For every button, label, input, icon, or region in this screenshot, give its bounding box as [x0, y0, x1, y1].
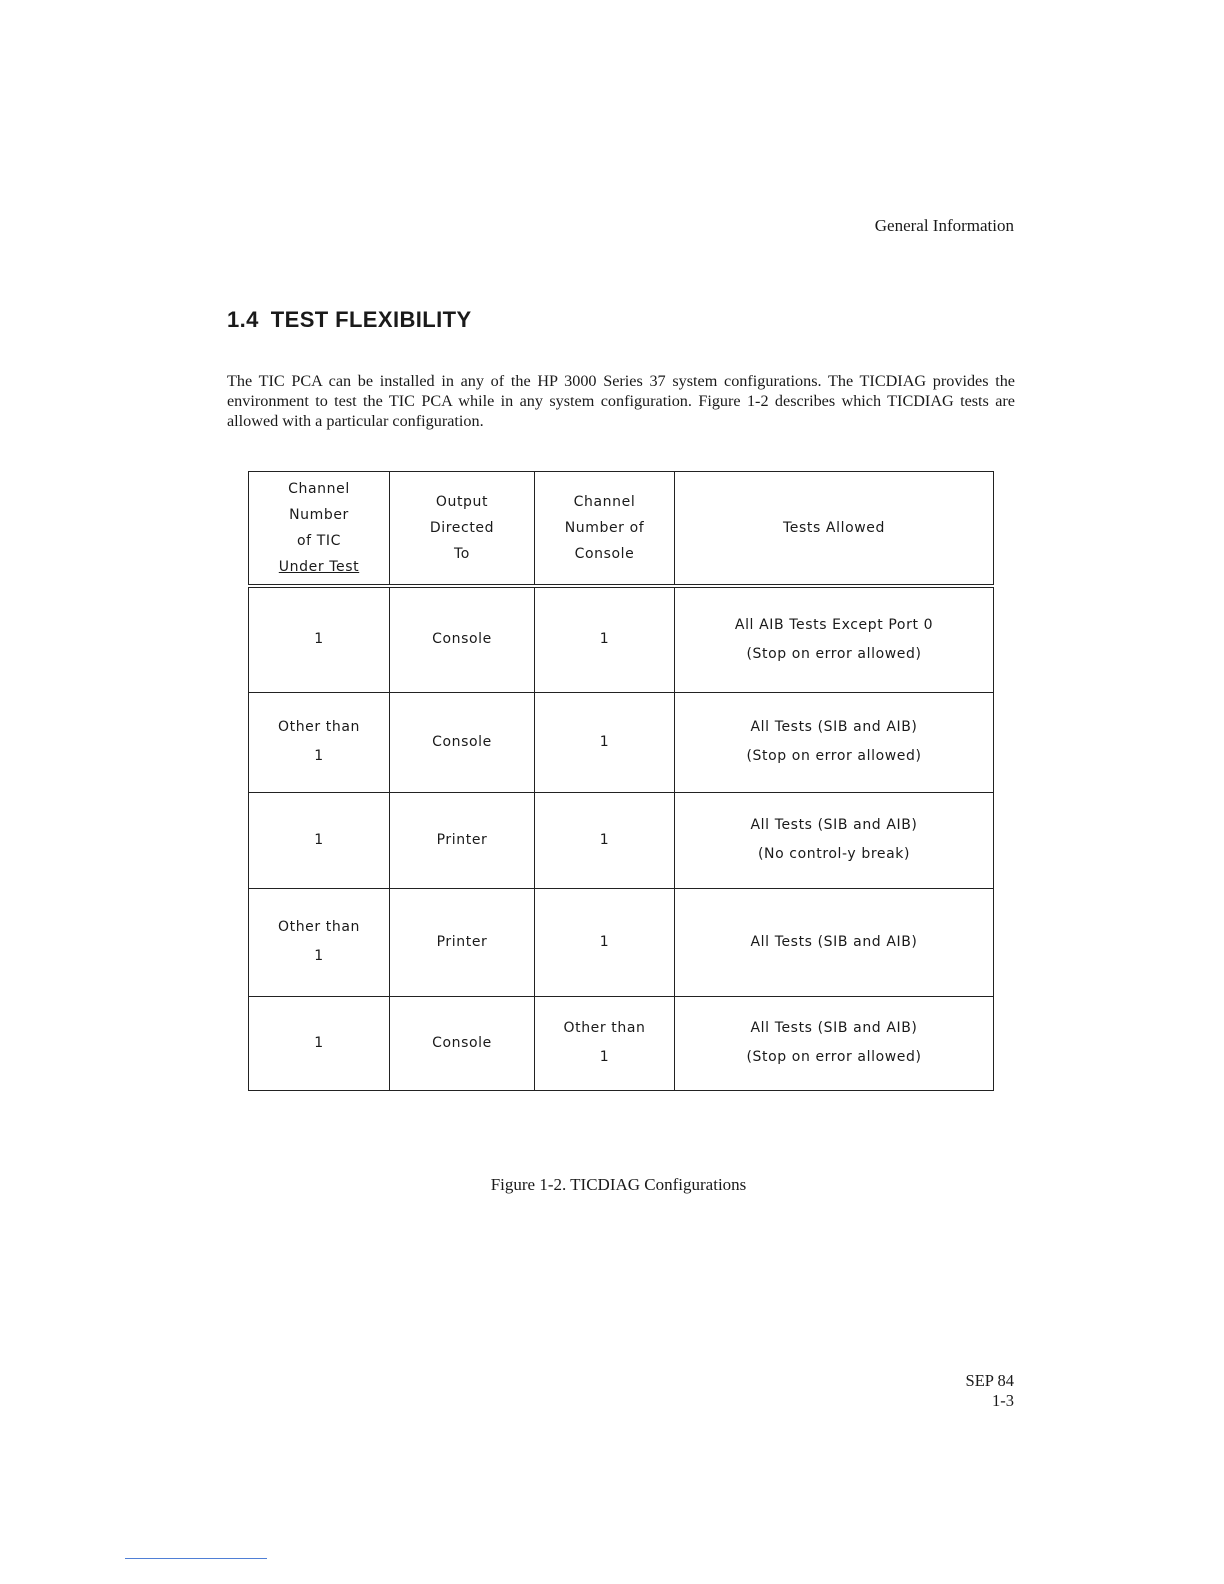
table-cell	[675, 586, 994, 692]
cell-line: All Tests (SIB and AIB)	[750, 1020, 918, 1036]
cell-line: (No control-y break)	[757, 846, 911, 862]
cell-line: 1	[314, 631, 324, 648]
table-row	[249, 586, 994, 692]
cell-line: Other than	[277, 719, 360, 735]
figure-caption: Figure 1-2. TICDIAG Configurations	[490, 1175, 747, 1194]
cell-line: (Stop on error allowed)	[746, 645, 922, 662]
header-cell-channel-under-test	[249, 472, 390, 587]
table-cell	[249, 888, 390, 996]
table-header-row	[249, 472, 994, 587]
header-cell-console-channel	[535, 472, 675, 587]
table-cell	[535, 792, 675, 888]
header-line: Number	[289, 507, 349, 523]
table-row	[249, 996, 994, 1090]
cell-line: 1	[599, 831, 610, 848]
header-cell-tests-allowed	[675, 472, 994, 587]
bottom-rule	[125, 1558, 267, 1559]
table-cell	[390, 792, 535, 888]
cell-line: Console	[432, 733, 492, 750]
cell-line: 1	[314, 948, 324, 964]
table-cell	[249, 996, 390, 1090]
cell-line: 1	[599, 1049, 610, 1065]
table-cell	[535, 692, 675, 792]
header-line: Tests Allowed	[783, 520, 885, 536]
cell-line: Printer	[436, 831, 488, 848]
cell-line: All Tests (SIB and AIB)	[750, 817, 918, 833]
header-cell-output-directed	[390, 472, 535, 587]
cell-line: All Tests (SIB and AIB)	[750, 719, 918, 735]
cell-line: All Tests (SIB and AIB)	[750, 933, 918, 950]
header-line: Channel	[288, 481, 350, 497]
running-head: General Information	[874, 216, 1014, 235]
table-cell	[675, 692, 994, 792]
table-cell	[675, 792, 994, 888]
cell-line: 1	[314, 748, 324, 764]
table-cell	[390, 692, 535, 792]
table-cell	[535, 888, 675, 996]
page-number: 1-3	[992, 1391, 1014, 1410]
header-line: Console	[574, 546, 635, 562]
cell-line: Other than	[563, 1020, 646, 1036]
configuration-table	[248, 471, 994, 1091]
date-code: SEP 84	[965, 1371, 1014, 1390]
cell-line: (Stop on error allowed)	[746, 1049, 922, 1065]
table-cell	[535, 996, 675, 1090]
header-line: Output	[435, 494, 489, 510]
header-line: Under Test	[278, 559, 360, 575]
cell-line: 1	[314, 831, 324, 848]
table-cell	[390, 888, 535, 996]
table-cell	[675, 996, 994, 1090]
table-cell	[249, 692, 390, 792]
cell-line: (Stop on error allowed)	[746, 748, 922, 764]
cell-line: Console	[432, 1034, 492, 1051]
table-cell	[390, 586, 535, 692]
section-title	[227, 307, 472, 333]
cell-line: Console	[432, 631, 492, 648]
table-row	[249, 792, 994, 888]
cell-line: All AIB Tests Except Port 0	[734, 616, 934, 633]
section-title-text: TEST FLEXIBILITY	[270, 307, 472, 332]
header-line: of TIC	[296, 533, 341, 549]
table-cell	[535, 586, 675, 692]
header-line: Channel	[573, 494, 636, 510]
table-row	[249, 692, 994, 792]
cell-line: Other than	[277, 919, 360, 935]
intro-paragraph: The TIC PCA can be installed in any of the HP 3000 Series 37 system configurations. The TICDIAG provides the environment to test the TIC PCA while in any system configuration. Figure 1-2 describes which TICDIAG tests are allowed with a particular configuration.	[227, 372, 1015, 430]
table-cell	[249, 586, 390, 692]
table-cell	[675, 888, 994, 996]
header-line: Number of	[564, 520, 645, 536]
header-line: To	[454, 546, 470, 562]
cell-line: 1	[599, 631, 610, 648]
header-line: Directed	[429, 520, 495, 536]
table-cell	[390, 996, 535, 1090]
cell-line: Printer	[436, 933, 488, 950]
section-number: 1.4	[227, 307, 259, 332]
cell-line: 1	[314, 1034, 324, 1051]
table-row	[249, 888, 994, 996]
table-cell	[249, 792, 390, 888]
cell-line: 1	[599, 733, 610, 750]
cell-line: 1	[599, 933, 610, 950]
